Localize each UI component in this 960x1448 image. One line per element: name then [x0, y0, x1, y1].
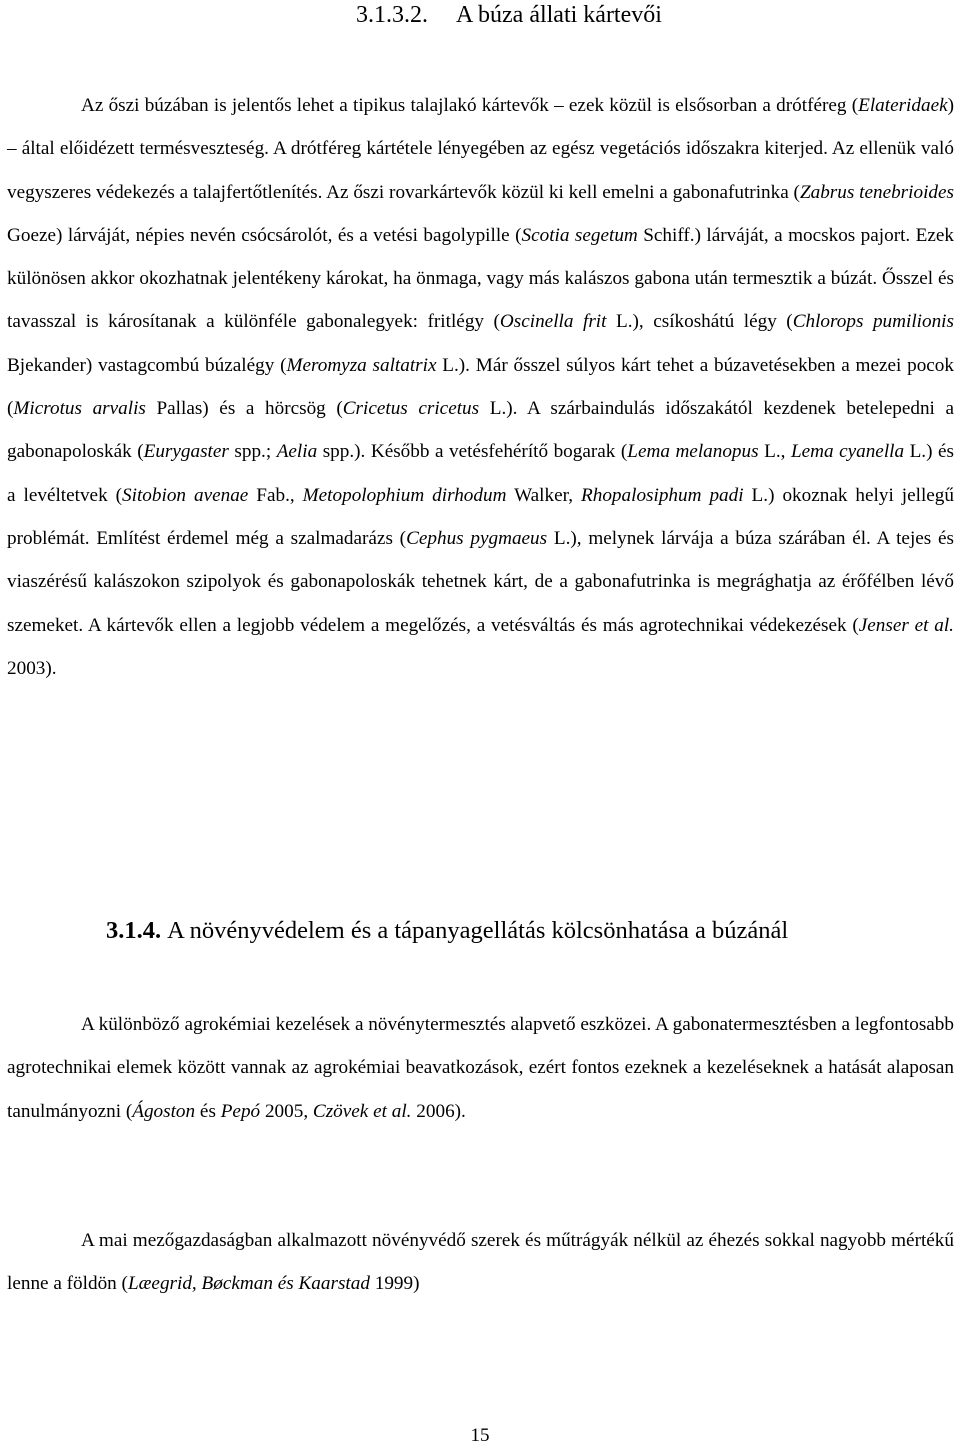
text-run: ) – által előidézett termésveszteség. A drótféreg kártétele lényegében az egész vegetációs időszakra kiterjed. Az ellenük való vegyszeres védekezés a talajfertőtlenítés. Az őszi rovarkártevők közül ki kell emelni a gabonafutrinka ( — [7, 95, 954, 203]
section-number: 3.1.3.2. — [356, 2, 428, 28]
italic-term: Elateridaek — [858, 95, 948, 116]
text-run: L.) és a levéltetvek ( — [7, 441, 954, 506]
italic-term: Scotia segetum — [521, 224, 638, 246]
italic-term: Ágoston — [132, 1100, 196, 1122]
text-run: A mai mezőgazdaságban alkalmazott növényvédő szerek és műtrágyák nélkül az éhezés sokkal nagyobb mértékű lenne a földön ( — [7, 1230, 954, 1295]
page-number: 15 — [470, 1425, 490, 1446]
paragraph-modern-agriculture — [7, 1219, 954, 1306]
section-number: 3.1.4. — [106, 917, 162, 944]
text-run: 2003). — [7, 657, 57, 679]
text-run: L.). A szárbaindulás időszakától kezdenek betelepedni a gabonapoloskák ( — [7, 398, 954, 463]
italic-term: Microtus arvalis — [13, 398, 146, 420]
text-run: Pallas) és a hörcsög ( — [145, 398, 343, 420]
text-run: L.), csíkoshátú légy ( — [606, 311, 793, 333]
italic-term: Czövek et al. — [312, 1100, 412, 1122]
text-run: L., — [758, 441, 791, 463]
paragraph-agrochemical-treatments — [7, 1003, 954, 1133]
italic-term: Pepó — [220, 1100, 261, 1122]
text-run: 1999) — [369, 1273, 420, 1295]
italic-term: Chlorops pumilionis — [792, 311, 954, 333]
section-heading-3-1-3-2 — [356, 0, 662, 30]
text-run: L.), melynek lárvája a búza szárában él. A tejes és viaszérésű kalászokon szipolyok és gabonapoloskák tehetnek kárt, de a gabonafutrinka is megrághatja az érőfélben lévő szemeket. A kártevők ellen a legjobb védelem a megelőzés, a vetésváltás és más agrotechnikai védekezések ( — [7, 527, 955, 636]
text-run: Az őszi búzában is jelentős lehet a tipikus talajlakó kártevők – ezek közül is elsősorban a drótféreg ( — [81, 95, 859, 116]
italic-term: Rhopalosiphum padi — [581, 484, 744, 506]
text-run: Bjekander) vastagcombú búzalégy ( — [7, 354, 287, 376]
italic-term: Lema melanopus — [627, 441, 759, 463]
italic-term: Cephus pygmaeus — [406, 527, 548, 549]
text-run: Goeze) lárváját, népies nevén csócsárolót, és a vetési bagolypille ( — [7, 224, 522, 246]
text-run: 2006). — [411, 1100, 466, 1122]
text-run: spp.). Később a vetésfehérítő bogarak ( — [317, 441, 628, 463]
section-title: A búza állati kártevői — [456, 2, 662, 28]
text-run: L.). Már ősszel súlyos kárt tehet a búzavetésekben a mezei pocok ( — [7, 354, 954, 420]
italic-term: Jenser et al. — [858, 614, 954, 636]
italic-term: Metopolophium dirhodum — [302, 484, 507, 506]
text-run: spp.; — [228, 441, 277, 463]
italic-term: Lema cyanella — [790, 441, 905, 463]
paragraph-wheat-pests — [7, 84, 954, 690]
italic-term: Oscinella frit — [499, 311, 607, 333]
text-run: Fab., — [248, 484, 303, 506]
section-title: A növényvédelem és a tápanyagellátás kölcsönhatása a búzánál — [167, 917, 789, 944]
text-run: és — [195, 1100, 221, 1122]
text-run: A különböző agrokémiai kezelések a növénytermesztés alapvető eszközei. A gabonatermesztésben a legfontosabb agrotechnikai elemek között vannak az agrokémiai beavatkozások, ezért fontos ezeknek a kezeléseknek a hatását alaposan tanulmányozni ( — [7, 1014, 954, 1122]
text-run: 2005, — [260, 1100, 313, 1122]
text-run: Schiff.) lárváját, a mocskos pajort. Ezek különösen akkor okozhatnak jelentékeny károkat, ha önmaga, vagy más kalászos gabona után termesztik a búzát. Ősszel és tavasszal is károsítanak a különféle gabonalegyek: fritlégy ( — [7, 224, 955, 333]
section-heading-3-1-4 — [106, 913, 788, 949]
italic-term: Læegrid, Bøckman és Kaarstad — [127, 1273, 370, 1295]
italic-term: Eurygaster — [143, 441, 229, 463]
italic-term: Sitobion avenae — [122, 484, 249, 506]
italic-term: Cricetus cricetus — [342, 398, 480, 420]
italic-term: Aelia — [276, 441, 318, 463]
text-run: L.) okoznak helyi jellegű problémát. Említést érdemel még a szalmadarázs ( — [7, 484, 954, 549]
text-run: Walker, — [506, 484, 582, 506]
italic-term: Zabrus tenebrioides — [799, 181, 954, 203]
italic-term: Meromyza saltatrix — [286, 354, 437, 376]
